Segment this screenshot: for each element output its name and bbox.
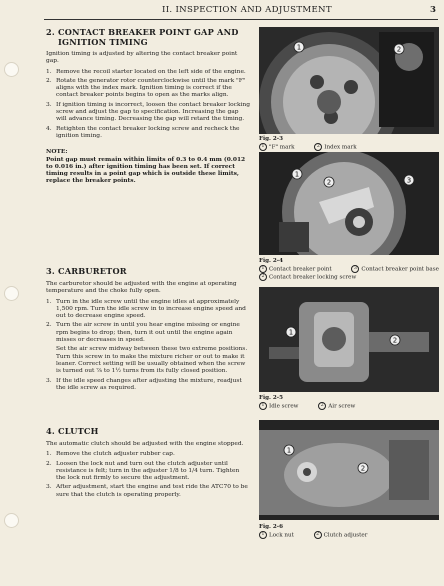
svg-text:2: 2 <box>392 336 398 345</box>
header-rule <box>44 19 438 20</box>
chapter-title: II. INSPECTION AND ADJUSTMENT <box>162 5 332 15</box>
binder-hole <box>4 62 19 77</box>
section-carburetor <box>46 266 250 394</box>
list-item: 4. Retighten the contact breaker locking screw and recheck the ignition timing. <box>46 125 240 139</box>
binder-hole <box>4 286 19 301</box>
figure-caption <box>259 524 443 539</box>
figure-photo-carburetor <box>259 287 439 392</box>
list-item: 3. If ignition timing is incorrect, loosen the contact breaker locking screw and adjust the gap to specification. Increasing the gap will advance timing. Decreasing the gap will retard the timing. <box>46 101 250 123</box>
section-clutch <box>46 426 250 501</box>
svg-text:3: 3 <box>406 176 412 185</box>
figure-caption <box>259 395 443 410</box>
section-heading: 3. CARBURETOR <box>46 266 127 276</box>
callout-number: 2 <box>314 143 322 151</box>
section-intro: The automatic clutch should be adjusted with the engine stopped. <box>46 441 244 447</box>
binder-hole <box>4 513 19 528</box>
callout-text: Contact breaker locking screw <box>269 274 357 281</box>
steps-list <box>46 451 250 499</box>
figure-label: Fig. 2-5 <box>259 395 284 401</box>
svg-text:2: 2 <box>326 178 332 187</box>
section-contact-breaker <box>46 27 250 185</box>
figure-photo-generator-rotor <box>259 27 439 134</box>
list-item: 2. Rotate the generator rotor counterclockwise until the mark "F" aligns with the index mark. Ignition timing is correct if the contact breaker points begins to open as the marks align. <box>46 77 246 99</box>
callout-text: Index mark <box>324 144 357 151</box>
page-header <box>44 5 438 19</box>
svg-text:1: 1 <box>296 43 302 52</box>
list-item: 2. Turn the air screw in until you hear engine missing or engine rpm begins to drop; then, turn it out until the engine again misses or decreases in speed. <box>46 322 240 344</box>
callout-text: Air screw <box>328 403 356 410</box>
callout-number: 3 <box>351 265 359 273</box>
figure-photo-contact-breaker <box>259 152 439 255</box>
callout-number: 2 <box>259 273 267 281</box>
list-item: 1. Remove the clutch adjuster rubber cap. <box>46 451 175 458</box>
svg-text:2: 2 <box>360 464 366 473</box>
figure-label: Fig. 2-6 <box>259 524 284 530</box>
list-item: Set the air screw midway between these two extreme positions. Turn this screw in to make the mixture richer or out to make it leaner. Correct setting will be usually obtained when the screw is turned out ⅞ to 1½ turns from its fully closed position. <box>56 346 248 375</box>
figure-label: Fig. 2-4 <box>259 258 284 264</box>
note-text: Point gap must remain within limits of 0.3 to 0.4 mm (0.012 to 0.016 in.) after ignition timing has been set. If correct timing results in a point gap which is outside these limits, replace the breaker points. <box>46 155 246 185</box>
section-intro: The carburetor should be adjusted with the engine at operating temperature and the choke fully open. <box>46 281 237 295</box>
steps-list <box>46 69 250 141</box>
callout-text: Lock nut <box>269 532 294 539</box>
callout-number: 1 <box>259 143 267 151</box>
figure-photo-clutch <box>259 420 439 520</box>
figure-caption <box>259 258 443 281</box>
callout-number: 2 <box>314 531 322 539</box>
page-number: 3 <box>430 5 436 15</box>
section-heading: 4. CLUTCH <box>46 426 99 436</box>
callout-number: 1 <box>259 265 267 273</box>
list-item: 1. Remove the recoil starter located on the left side of the engine. <box>46 68 246 75</box>
callout-text: "F" mark <box>269 144 295 151</box>
svg-text:1: 1 <box>286 446 292 455</box>
callout-text: Contact breaker point base <box>361 266 439 273</box>
list-item: 3. If the idle speed changes after adjusting the mixture, readjust the idle screw as required. <box>46 377 242 391</box>
section-heading-cont: IGNITION TIMING <box>58 37 148 47</box>
svg-text:1: 1 <box>294 170 300 179</box>
svg-text:2: 2 <box>396 45 402 54</box>
figure-label: Fig. 2-3 <box>259 136 284 142</box>
callout-number: 1 <box>259 402 267 410</box>
section-intro: Ignition timing is adjusted by altering the contact breaker point gap. <box>46 51 238 65</box>
svg-text:1: 1 <box>288 328 294 337</box>
callout-number: 2 <box>318 402 326 410</box>
callout-text: Contact breaker point <box>269 266 332 273</box>
callout-text: Clutch adjuster <box>323 532 368 539</box>
steps-list <box>46 299 250 393</box>
list-item: 3. After adjustment, start the engine and test ride the ATC70 to be sure that the clutch is operating properly. <box>46 484 248 498</box>
callout-number: 1 <box>259 531 267 539</box>
callout-text: Idle screw <box>269 403 299 410</box>
list-item: 2. Loosen the lock nut and turn out the clutch adjuster until resistance is felt; turn in the adjuster 1/8 to 1/4 turn. Tighten the lock nut firmly to secure the adjustment. <box>46 460 240 482</box>
list-item: 1. Turn in the idle screw until the engine idles at approximately 1,500 rpm. Turn the idle screw in to increase engine speed and out to decrease engine speed. <box>46 298 246 320</box>
section-heading: 2. CONTACT BREAKER POINT GAP AND <box>46 27 239 37</box>
figure-caption <box>259 136 443 151</box>
note-label: NOTE: <box>46 148 68 156</box>
